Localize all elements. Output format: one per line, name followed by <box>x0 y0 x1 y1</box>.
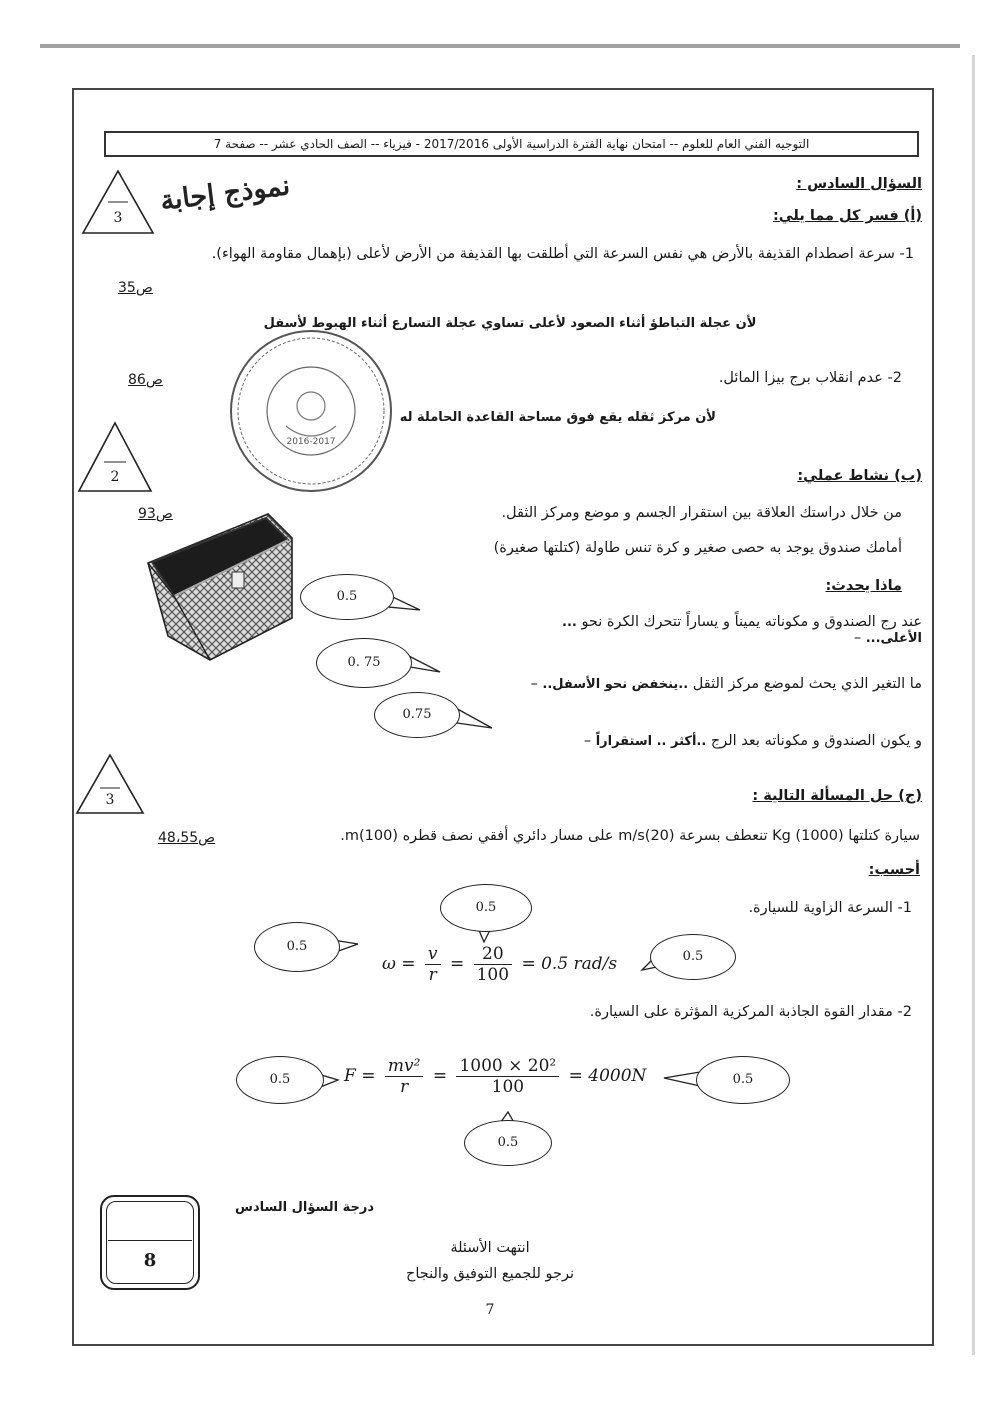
part-b-item-2-answer: ..ينخفض نحو الأسفل.. <box>542 677 689 692</box>
f1-den-1: r <box>428 965 437 985</box>
part-b-item-1: عند رج الصندوق و مكوناته يميناً و يساراً تتحرك الكرة نحو ... الأعلى... – <box>562 614 922 646</box>
part-b-item-3: و يكون الصندوق و مكوناته بعد الرج ..أكثر .. استقراراً – <box>583 733 922 749</box>
part-a-item-2-page: ص86 <box>128 372 163 388</box>
f1-frac-2 <box>474 944 512 985</box>
score-c-value: 3 <box>105 792 115 808</box>
part-c-page: ص48،55 <box>158 830 216 846</box>
part-b-item-3-answer: ..أكثر .. استقراراً <box>595 734 707 749</box>
total-score-divider <box>108 1240 192 1241</box>
f2-num-1: mv² <box>385 1056 424 1077</box>
f1-frac-1 <box>425 944 441 985</box>
svg-text:2016-2017: 2016-2017 <box>286 437 336 447</box>
score-a-value: 3 <box>113 210 123 226</box>
f1-den-2: 100 <box>476 965 510 985</box>
mark-bubble-b1: 0.5 <box>300 574 394 620</box>
part-a-item-1-page: ص35 <box>118 280 153 296</box>
part-b-item-1-answer: ... الأعلى... <box>562 615 922 646</box>
f2-frac-1 <box>385 1056 424 1097</box>
part-b-title: (ب) نشاط عملي: <box>797 468 922 484</box>
part-b-intro-1: من خلال دراستك العلاقة بين استقرار الجسم و موضع ومركز الثقل. <box>501 505 902 521</box>
mark-bubble-c1: 0.5 <box>254 922 340 972</box>
part-b-item-1-text: عند رج الصندوق و مكوناته يميناً و يساراً تتحرك الكرة نحو <box>581 614 922 630</box>
mark-bubble-b3: 0.75 <box>374 692 460 738</box>
mark-bubble-c3: 0.5 <box>650 934 736 980</box>
f2-eq: = <box>432 1066 448 1086</box>
score-b-value: 2 <box>110 469 120 485</box>
f2-num-2: 1000 × 20² <box>456 1056 559 1077</box>
part-c-statement: سيارة كتلتها (1000) Kg تنعطف بسرعة (20)m/s على مسار دائري أفقي نصف قطره (100)m. <box>340 828 920 844</box>
part-c-calc-label: أحسب: <box>868 862 920 878</box>
score-triangle-c <box>74 752 146 816</box>
f1-rhs: = 0.5 rad/s <box>521 954 618 974</box>
part-b-what-happens: ماذا يحدث: <box>825 578 902 594</box>
formula-angular-speed <box>382 944 617 985</box>
part-b-item-2-text: ما التغير الذي يحث لموضع مركز الثقل <box>692 676 922 692</box>
mark-bubble-c4: 0.5 <box>236 1056 324 1104</box>
exam-header: التوجيه الفني العام للعلوم -- امتحان نهاية الفترة الدراسية الأولى 2017/2016 - فيزياء -- الصف الحادي عشر -- صفحة 7 <box>104 131 919 157</box>
footer-good-luck: نرجو للجميع التوفيق والنجاح <box>405 1266 575 1282</box>
f1-num-2: 20 <box>474 944 512 965</box>
part-b-item-2: ما التغير الذي يحث لموضع مركز الثقل ..ينخفض نحو الأسفل.. – <box>530 676 922 692</box>
part-b-page: ص93 <box>138 506 173 522</box>
part-b-item-3-text: و يكون الصندوق و مكوناته بعد الرج <box>710 733 922 749</box>
f2-den-2: 100 <box>491 1077 525 1097</box>
question-title: السؤال السادس : <box>796 176 922 192</box>
part-a-title: (أ) فسر كل مما يلي: <box>772 208 922 224</box>
formula-centripetal-force <box>344 1056 646 1097</box>
f2-lhs: F = <box>344 1066 376 1086</box>
part-c-q2: 2- مقدار القوة الجاذبة المركزية المؤثرة على السيارة. <box>589 1004 912 1020</box>
page-number: 7 <box>485 1302 495 1318</box>
mark-bubble-c5: 0.5 <box>696 1056 790 1104</box>
f2-den-1: r <box>400 1077 409 1097</box>
total-score-inner <box>106 1201 194 1284</box>
f2-frac-2 <box>456 1056 559 1097</box>
part-a-item-1-answer: لأن عجلة التباطؤ أثناء الصعود لأعلى تساوي عجلة التسارع أثناء الهبوط لأسفل <box>263 316 757 331</box>
total-score-value: 8 <box>143 1250 157 1271</box>
f2-rhs: = 4000N <box>568 1066 647 1086</box>
part-c-q1: 1- السرعة الزاوية للسيارة. <box>748 900 912 916</box>
part-b-intro-2: أمامك صندوق يوجد به حصى صغير و كرة تنس طاولة (كتلتها صغيرة) <box>493 540 902 556</box>
f1-eq: = <box>449 954 465 974</box>
mark-bubble-b2: 0. 75 <box>316 638 412 688</box>
part-c-title: (ج) حل المسألة التالية : <box>752 788 922 804</box>
total-score-label: درجة السؤال السادس <box>235 1200 374 1215</box>
part-a-item-2: 2- عدم انقلاب برج بيزا المائل. <box>718 370 902 386</box>
part-a-item-2-answer: لأن مركز ثقله يقع فوق مساحة القاعدة الحاملة له <box>399 410 716 425</box>
answer-key-watermark: نموذج إجابة <box>158 170 292 217</box>
mark-bubble-c6: 0.5 <box>464 1120 552 1166</box>
f1-lhs: ω = <box>382 954 416 974</box>
part-a-item-1: 1- سرعة اصطدام القذيفة بالأرض هي نفس السرعة التي أطلقت بها القذيفة من الأرض لأعلى (بإهمال مقاومة الهواء). <box>211 246 914 262</box>
footer-end-of-questions: انتهت الأسئلة <box>450 1240 530 1256</box>
mark-bubble-c2: 0.5 <box>440 884 532 932</box>
f1-num-1: v <box>425 944 441 965</box>
